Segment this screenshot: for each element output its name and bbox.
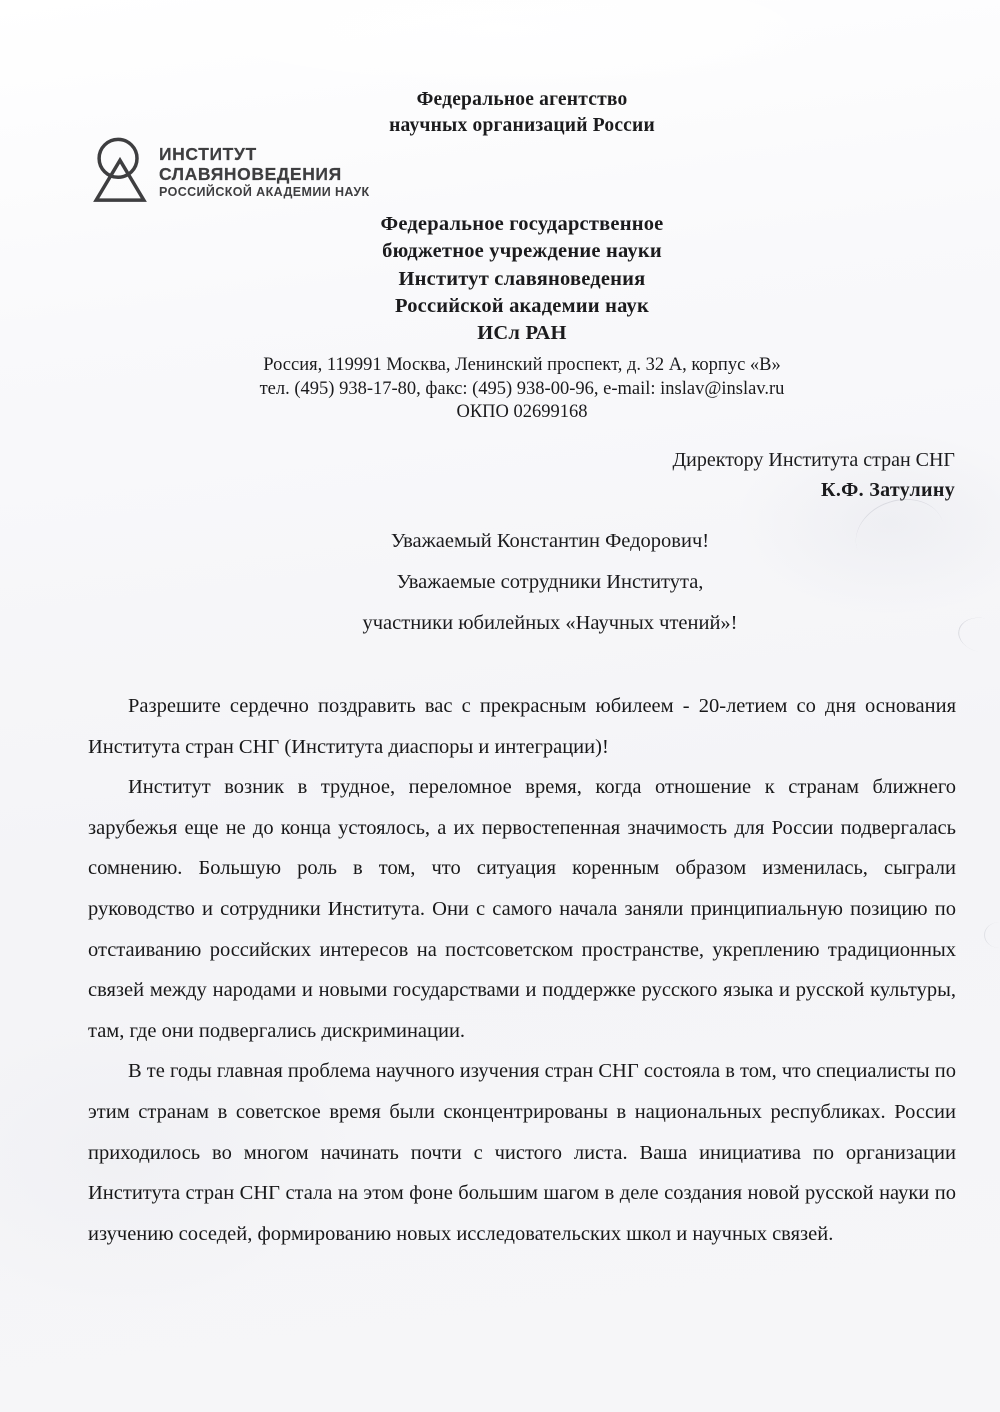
letter-body xyxy=(88,686,956,1254)
letterhead-org-line: бюджетное учреждение науки xyxy=(382,240,662,263)
logo-line-institute: ИНСТИТУТ xyxy=(159,144,257,164)
institute-logo-text xyxy=(159,136,370,200)
letterhead-org-line: Институт славяноведения xyxy=(398,267,646,290)
letterhead-org-line: Российской академии наук xyxy=(395,294,649,317)
letterhead-okpo-code: ОКПО 02699168 xyxy=(456,402,588,423)
institute-logo xyxy=(87,136,370,204)
salutation-line1: Уважаемый Константин Федорович! xyxy=(390,530,710,552)
letterhead-block xyxy=(45,211,999,425)
addressee-title: Директору Института стран СНГ xyxy=(672,449,955,471)
scan-artifact xyxy=(984,922,1000,948)
letterhead-phone-fax-email: тел. (495) 938-17-80, факс: (495) 938-00-96, e-mail: inslav@inslav.ru xyxy=(259,378,785,399)
letterhead-org-line: Федеральное государственное xyxy=(380,213,664,235)
logo-line-slavic-studies: СЛАВЯНОВЕДЕНИЯ xyxy=(159,163,342,184)
body-paragraph: Институт возник в трудное, переломное время, когда отношение к странам ближнего зарубежья еще не до конца устоялось, а их первостепенная значимость для России подвергалась сомнению. Большую роль в том, что ситуация коренным образом изменилась, сыграли руководство и сотрудники Института. Они с самого начала заняли принципиальную позицию по отстаиванию российских интересов на постсоветском пространстве, укреплению традиционных связей между народами и новыми государствами и поддержке русского языка и русской культуры, там, где они подвергались дискриминации. xyxy=(88,776,956,1042)
agency-header xyxy=(45,87,999,139)
circle-triangle-emblem-icon xyxy=(87,136,153,204)
salutation-line2: Уважаемые сотрудники Института, xyxy=(396,571,704,593)
letterhead-org-abbreviation: ИСл РАН xyxy=(477,322,567,345)
salutation-line3: участники юбилейных «Научных чтений»! xyxy=(362,612,738,634)
logo-line-academy: РОССИЙСКОЙ АКАДЕМИИ НАУК xyxy=(159,185,370,199)
addressee-name: К.Ф. Затулину xyxy=(821,478,955,501)
addressee-block xyxy=(673,446,955,505)
letterhead-postal-address: Россия, 119991 Москва, Ленинский проспект, д. 32 А, корпус «В» xyxy=(263,355,781,376)
agency-header-line1: Федеральное агентство xyxy=(416,89,628,110)
letterhead-address xyxy=(45,354,999,425)
agency-header-line2: научных организаций России xyxy=(389,115,655,136)
body-paragraph: В те годы главная проблема научного изучения стран СНГ состояла в том, что специалисты по этим странам в советское время были сконцентрированы в национальных республиках. России приходилось во многом начинать почти с чистого листа. Ваша инициатива по организации Института стран СНГ стала на этом фоне большим шагом в деле создания новой русской науки по изучению соседей, формированию новых исследовательских школ и научных связей. xyxy=(88,1060,956,1245)
body-paragraph: Разрешите сердечно поздравить вас с прекрасным юбилеем - 20-летием со дня основания Института стран СНГ (Института диаспоры и интеграции)! xyxy=(88,695,956,758)
